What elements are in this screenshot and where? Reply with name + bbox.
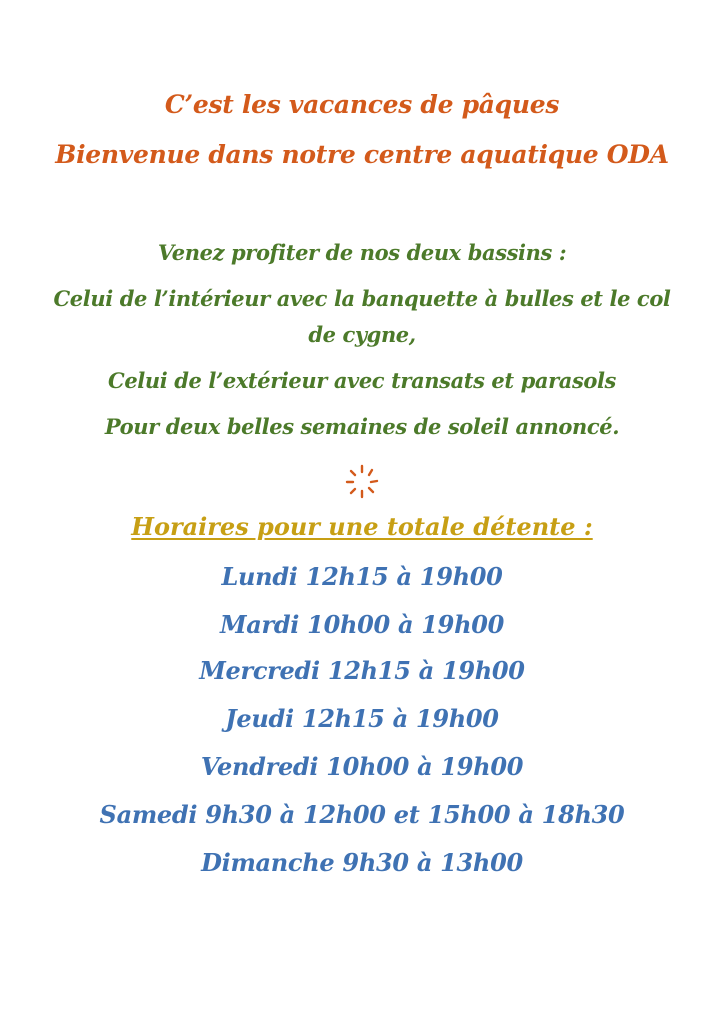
intro-line-2: Celui de l’intérieur avec la banquette à bulles et le col [53,286,671,311]
intro-line-5: Pour deux belles semaines de soleil annoncé. [104,414,620,439]
schedule-day-monday: Lundi 12h15 à 19h00 [221,562,503,591]
schedule-title: Horaires pour une totale détente : [131,512,593,541]
header-line-1: C’est les vacances de pâques [164,90,560,119]
intro-line-4: Celui de l’extérieur avec transats et parasols [108,368,616,393]
schedule-day-thursday: Jeudi 12h15 à 19h00 [225,704,499,733]
intro-line-1: Venez profiter de nos deux bassins : [157,240,567,265]
header-line-2: Bienvenue dans notre centre aquatique ODA [55,140,669,169]
schedule-day-saturday: Samedi 9h30 à 12h00 et 15h00 à 18h30 [99,800,625,829]
schedule-day-friday: Vendredi 10h00 à 19h00 [200,752,524,781]
schedule-day-tuesday: Mardi 10h00 à 19h00 [219,610,505,639]
sun-icon [342,462,382,502]
schedule-day-wednesday: Mercredi 12h15 à 19h00 [199,656,525,685]
intro-line-3: de cygne, [308,322,416,347]
schedule-day-sunday: Dimanche 9h30 à 13h00 [201,848,523,877]
